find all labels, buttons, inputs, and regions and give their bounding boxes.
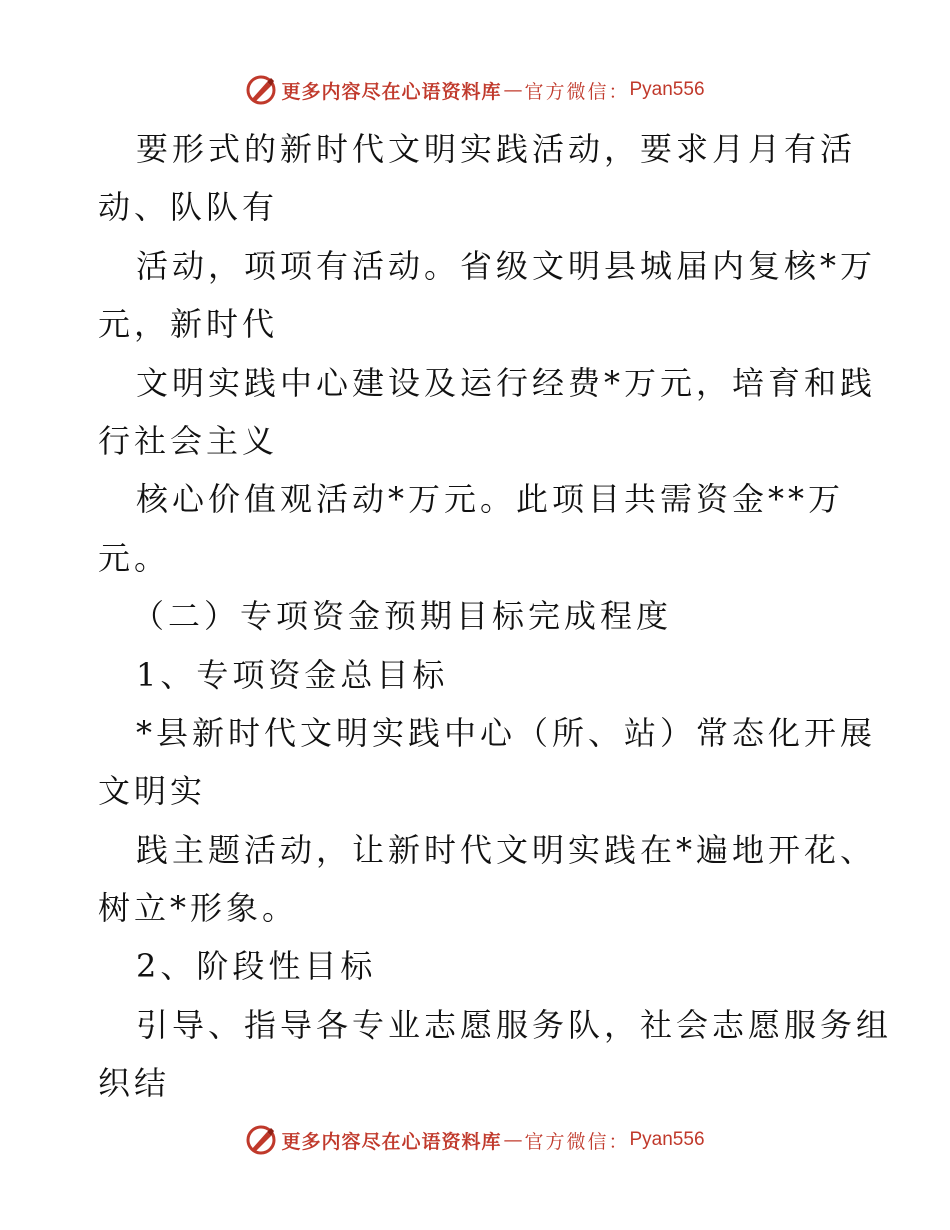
pen-logo-icon <box>245 74 277 106</box>
text-line: 核心价值观活动*万元。此项目共需资金**万 <box>136 480 845 519</box>
watermark-dash: — <box>503 79 523 101</box>
text-line: 文明实 <box>98 772 207 811</box>
watermark-wechat-label: 官方微信： <box>524 1130 630 1153</box>
watermark-wechat-id: Pyan556 <box>629 1129 705 1150</box>
document-body <box>98 120 893 1113</box>
watermark-wechat-id: Pyan556 <box>629 79 705 100</box>
text-line: 践主题活动，让新时代文明实践在*遍地开花、 <box>136 830 877 869</box>
subsection-heading: 2、阶段性目标 <box>136 947 377 986</box>
watermark-site-text: 更多内容尽在心语资料库 <box>281 1130 502 1153</box>
pen-logo-icon <box>245 1124 277 1156</box>
text-line: 要形式的新时代文明实践活动，要求月月有活 <box>136 130 857 168</box>
text-line: 文明实践中心建设及运行经费*万元，培育和践 <box>136 363 877 402</box>
text-line: 元，新时代 <box>98 305 279 344</box>
watermark-banner-bottom <box>0 1120 950 1160</box>
text-line: 引导、指导各专业志愿服务队，社会志愿服务组 <box>136 1005 893 1044</box>
watermark-banner-top <box>0 70 950 110</box>
text-line: 活动，项项有活动。省级文明县城届内复核*万 <box>136 246 877 285</box>
text-line: 动、队队有 <box>98 188 279 227</box>
text-line: 树立*形象。 <box>98 889 299 928</box>
text-line: 元。 <box>98 538 171 577</box>
subsection-heading: 1、专项资金总目标 <box>136 655 449 694</box>
section-heading: （二）专项资金预期目标完成程度 <box>132 597 673 636</box>
watermark-dash: — <box>503 1129 523 1151</box>
text-line: 行社会主义 <box>98 421 279 460</box>
watermark-wechat-label: 官方微信： <box>524 80 630 103</box>
watermark-site-text: 更多内容尽在心语资料库 <box>281 80 502 103</box>
text-line: 织结 <box>98 1064 171 1103</box>
text-line: *县新时代文明实践中心（所、站）常态化开展 <box>136 713 877 752</box>
